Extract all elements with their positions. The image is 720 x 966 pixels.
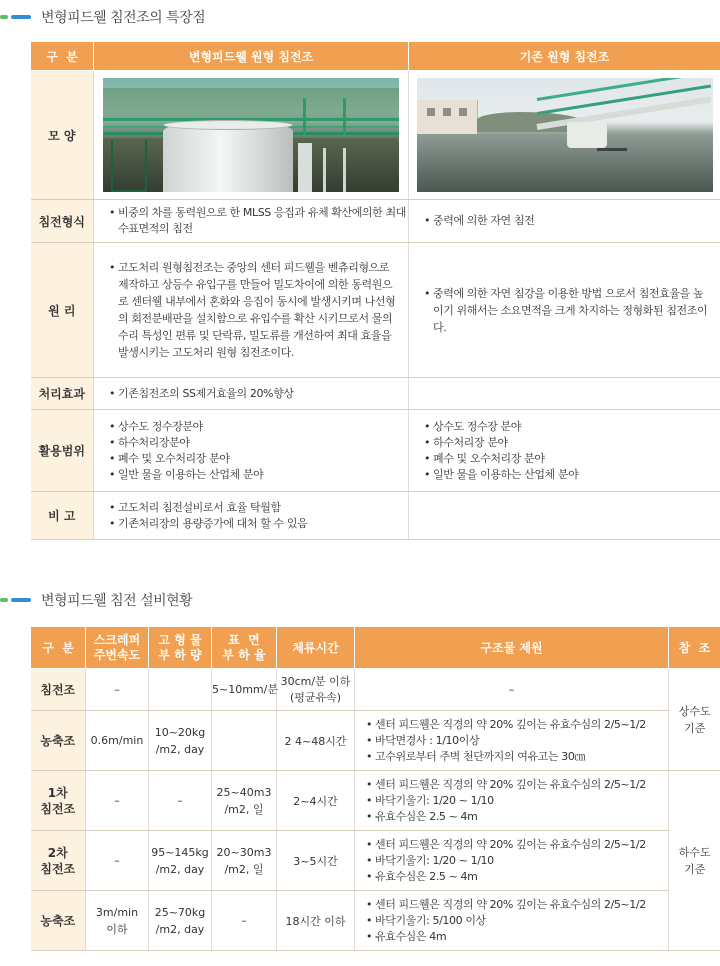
table-row-principle	[31, 243, 720, 378]
header-solids-loading: 고 형 물 부 하 량	[149, 627, 212, 669]
solids-loading-cell: –	[149, 771, 212, 831]
surface-loading-cell: 20~30m3 /m2, 일	[212, 831, 277, 891]
table-row	[31, 669, 720, 711]
row-label: 농축조	[31, 711, 86, 771]
row-label: 활용범위	[31, 410, 94, 492]
table-row	[31, 711, 720, 771]
list-item: • 중력에 의한 자연 침전	[433, 213, 720, 229]
section-marker-icon	[0, 598, 31, 602]
list-item: • 센터 피드웰은 직경의 약 20% 깊이는 유효수심의 2/5~1/2	[375, 897, 668, 913]
surface-loading-cell: –	[212, 891, 277, 951]
list-item: • 센터 피드웰은 직경의 약 20% 깊이는 유효수심의 2/5~1/2	[375, 777, 668, 793]
reference-cell: 상수도 기준	[669, 669, 720, 771]
list-item: • 고도처리 원형침전조는 중앙의 센터 피드웰을 벤츄리형으로 제작하고 상등수 유입구를 만들어 밀도차이에 의한 동력원으로 센터웰 내부에서 혼화와 응집이 동시에 발생시키며 나선형의 회전분배판을 설치함으로 유입수를 확산 시키므로서 물의 수리 특성인 편류 및 단락류, 밀도류를 개선하여 최대 효율을 발생시키는 고도처리 원형 침전조이다.	[118, 259, 400, 361]
variant-applications-cell	[94, 410, 409, 492]
row-label: 침전형식	[31, 200, 94, 243]
header-variant-tank: 변형피드웰 원형 침전조	[94, 42, 409, 71]
table-row	[31, 831, 720, 891]
facilities-header-row	[31, 627, 720, 669]
retention-time-cell: 2 4~48시간	[277, 711, 355, 771]
variant-tank-photo-cell	[94, 71, 409, 200]
list-item: • 바닥기울기: 5/100 이상	[375, 913, 668, 929]
list-item: • 폐수 및 오수처리장 분야	[433, 451, 720, 467]
table-row	[31, 771, 720, 831]
variant-feedwell-tank-photo	[103, 78, 399, 192]
conventional-tank-photo	[417, 78, 713, 192]
variant-settling-type-cell	[94, 200, 409, 243]
conventional-applications-cell	[409, 410, 720, 492]
section-title-text: 변형피드웰 침전조의 특장점	[41, 10, 206, 26]
row-label: 모 양	[31, 71, 94, 200]
list-item: • 고도처리 침전설비로서 효율 탁월함	[118, 500, 408, 516]
row-label: 원 리	[31, 243, 94, 378]
header-category: 구 분	[31, 42, 94, 71]
section-marker-icon	[0, 15, 31, 19]
list-item: • 일반 물을 이용하는 산업체 분야	[118, 467, 408, 483]
header-category: 구 분	[31, 627, 86, 669]
table-row-remarks	[31, 492, 720, 540]
header-retention-time: 체류시간	[277, 627, 355, 669]
surface-loading-cell: 25~40m3 /m2, 일	[212, 771, 277, 831]
scraper-speed-cell: –	[86, 669, 149, 711]
section-title-facilities	[0, 590, 192, 610]
header-surface-loading: 표 면 부 하 율	[212, 627, 277, 669]
list-item: • 바닥기울기: 1/20 ~ 1/10	[375, 793, 668, 809]
row-label: 처리효과	[31, 378, 94, 410]
header-conventional-tank: 기존 원형 침전조	[409, 42, 720, 71]
scraper-speed-cell: 3m/min 이하	[86, 891, 149, 951]
list-item: • 유효수심은 4m	[375, 929, 668, 945]
list-item: • 센터 피드웰은 직경의 약 20% 깊이는 유효수심의 2/5~1/2	[375, 837, 668, 853]
variant-principle-cell	[94, 243, 409, 378]
features-header-row	[31, 42, 720, 71]
variant-effect-cell	[94, 378, 409, 410]
header-scraper-speed: 스크레퍼 주변속도	[86, 627, 149, 669]
conventional-principle-cell	[409, 243, 720, 378]
structure-spec-cell	[355, 711, 669, 771]
conventional-remarks-cell	[409, 492, 720, 540]
retention-time-cell: 3~5시간	[277, 831, 355, 891]
structure-spec-cell	[355, 891, 669, 951]
row-label: 침전조	[31, 669, 86, 711]
row-label: 2차 침전조	[31, 831, 86, 891]
header-structure-spec: 구조물 제원	[355, 627, 669, 669]
conventional-settling-type-cell	[409, 200, 720, 243]
header-reference: 참 조	[669, 627, 720, 669]
solids-loading-cell	[149, 669, 212, 711]
list-item: • 중력에 의한 자연 침강을 이용한 방법 으로서 침전효율을 높이기 위해서는 소요면적을 크게 차지하는 정형화된 침전조이다.	[433, 285, 713, 336]
solids-loading-cell: 95~145kg /m2, day	[149, 831, 212, 891]
row-label: 농축조	[31, 891, 86, 951]
reference-cell: 하수도 기준	[669, 771, 720, 951]
section-title-text: 변형피드웰 침전 설비현황	[41, 593, 193, 609]
list-item: • 바닥기울기: 1/20 ~ 1/10	[375, 853, 668, 869]
list-item: • 상수도 정수장분야	[118, 419, 408, 435]
list-item: • 상수도 정수장 분야	[433, 419, 720, 435]
list-item: • 일반 물을 이용하는 산업체 분야	[433, 467, 720, 483]
list-item: • 유효수심은 2.5 ~ 4m	[375, 809, 668, 825]
features-table	[30, 41, 720, 540]
list-item: • 하수처리장 분야	[433, 435, 720, 451]
list-item: • 하수처리장분야	[118, 435, 408, 451]
row-label: 비 고	[31, 492, 94, 540]
list-item: • 바닥면경사 : 1/10이상	[375, 733, 668, 749]
conventional-tank-photo-cell	[409, 71, 720, 200]
table-row-settling-type	[31, 200, 720, 243]
table-row	[31, 891, 720, 951]
surface-loading-cell	[212, 711, 277, 771]
list-item: • 폐수 및 오수처리장 분야	[118, 451, 408, 467]
list-item: • 센터 피드웰은 직경의 약 20% 깊이는 유효수심의 2/5~1/2	[375, 717, 668, 733]
scraper-speed-cell: –	[86, 771, 149, 831]
retention-time-cell: 2~4시간	[277, 771, 355, 831]
list-item: • 비중의 차를 동력원으로 한 MLSS 응집과 유체 확산에의한 최대 수표면적의 침전	[118, 205, 408, 237]
scraper-speed-cell: –	[86, 831, 149, 891]
solids-loading-cell: 25~70kg /m2, day	[149, 891, 212, 951]
table-row-effect	[31, 378, 720, 410]
table-row-applications	[31, 410, 720, 492]
variant-remarks-cell	[94, 492, 409, 540]
solids-loading-cell: 10~20kg /m2, day	[149, 711, 212, 771]
list-item: • 고수위로부터 주벽 천단까지의 여유고는 30㎝	[375, 749, 668, 765]
structure-spec-cell: –	[355, 669, 669, 711]
structure-spec-cell	[355, 831, 669, 891]
list-item: • 기존처리장의 용량증가에 대처 할 수 있음	[118, 516, 408, 532]
retention-time-cell: 18시간 이하	[277, 891, 355, 951]
row-label: 1차 침전조	[31, 771, 86, 831]
list-item: • 유효수심은 2.5 ~ 4m	[375, 869, 668, 885]
retention-time-cell: 30cm/분 이하 (평균유속)	[277, 669, 355, 711]
conventional-effect-cell	[409, 378, 720, 410]
list-item: • 기존침전조의 SS제거효율의 20%향상	[118, 386, 408, 402]
section-title-features	[0, 7, 205, 27]
surface-loading-cell: 5~10mm/분	[212, 669, 277, 711]
scraper-speed-cell: 0.6m/min	[86, 711, 149, 771]
table-row-shape	[31, 71, 720, 200]
facilities-table	[30, 626, 720, 951]
structure-spec-cell	[355, 771, 669, 831]
